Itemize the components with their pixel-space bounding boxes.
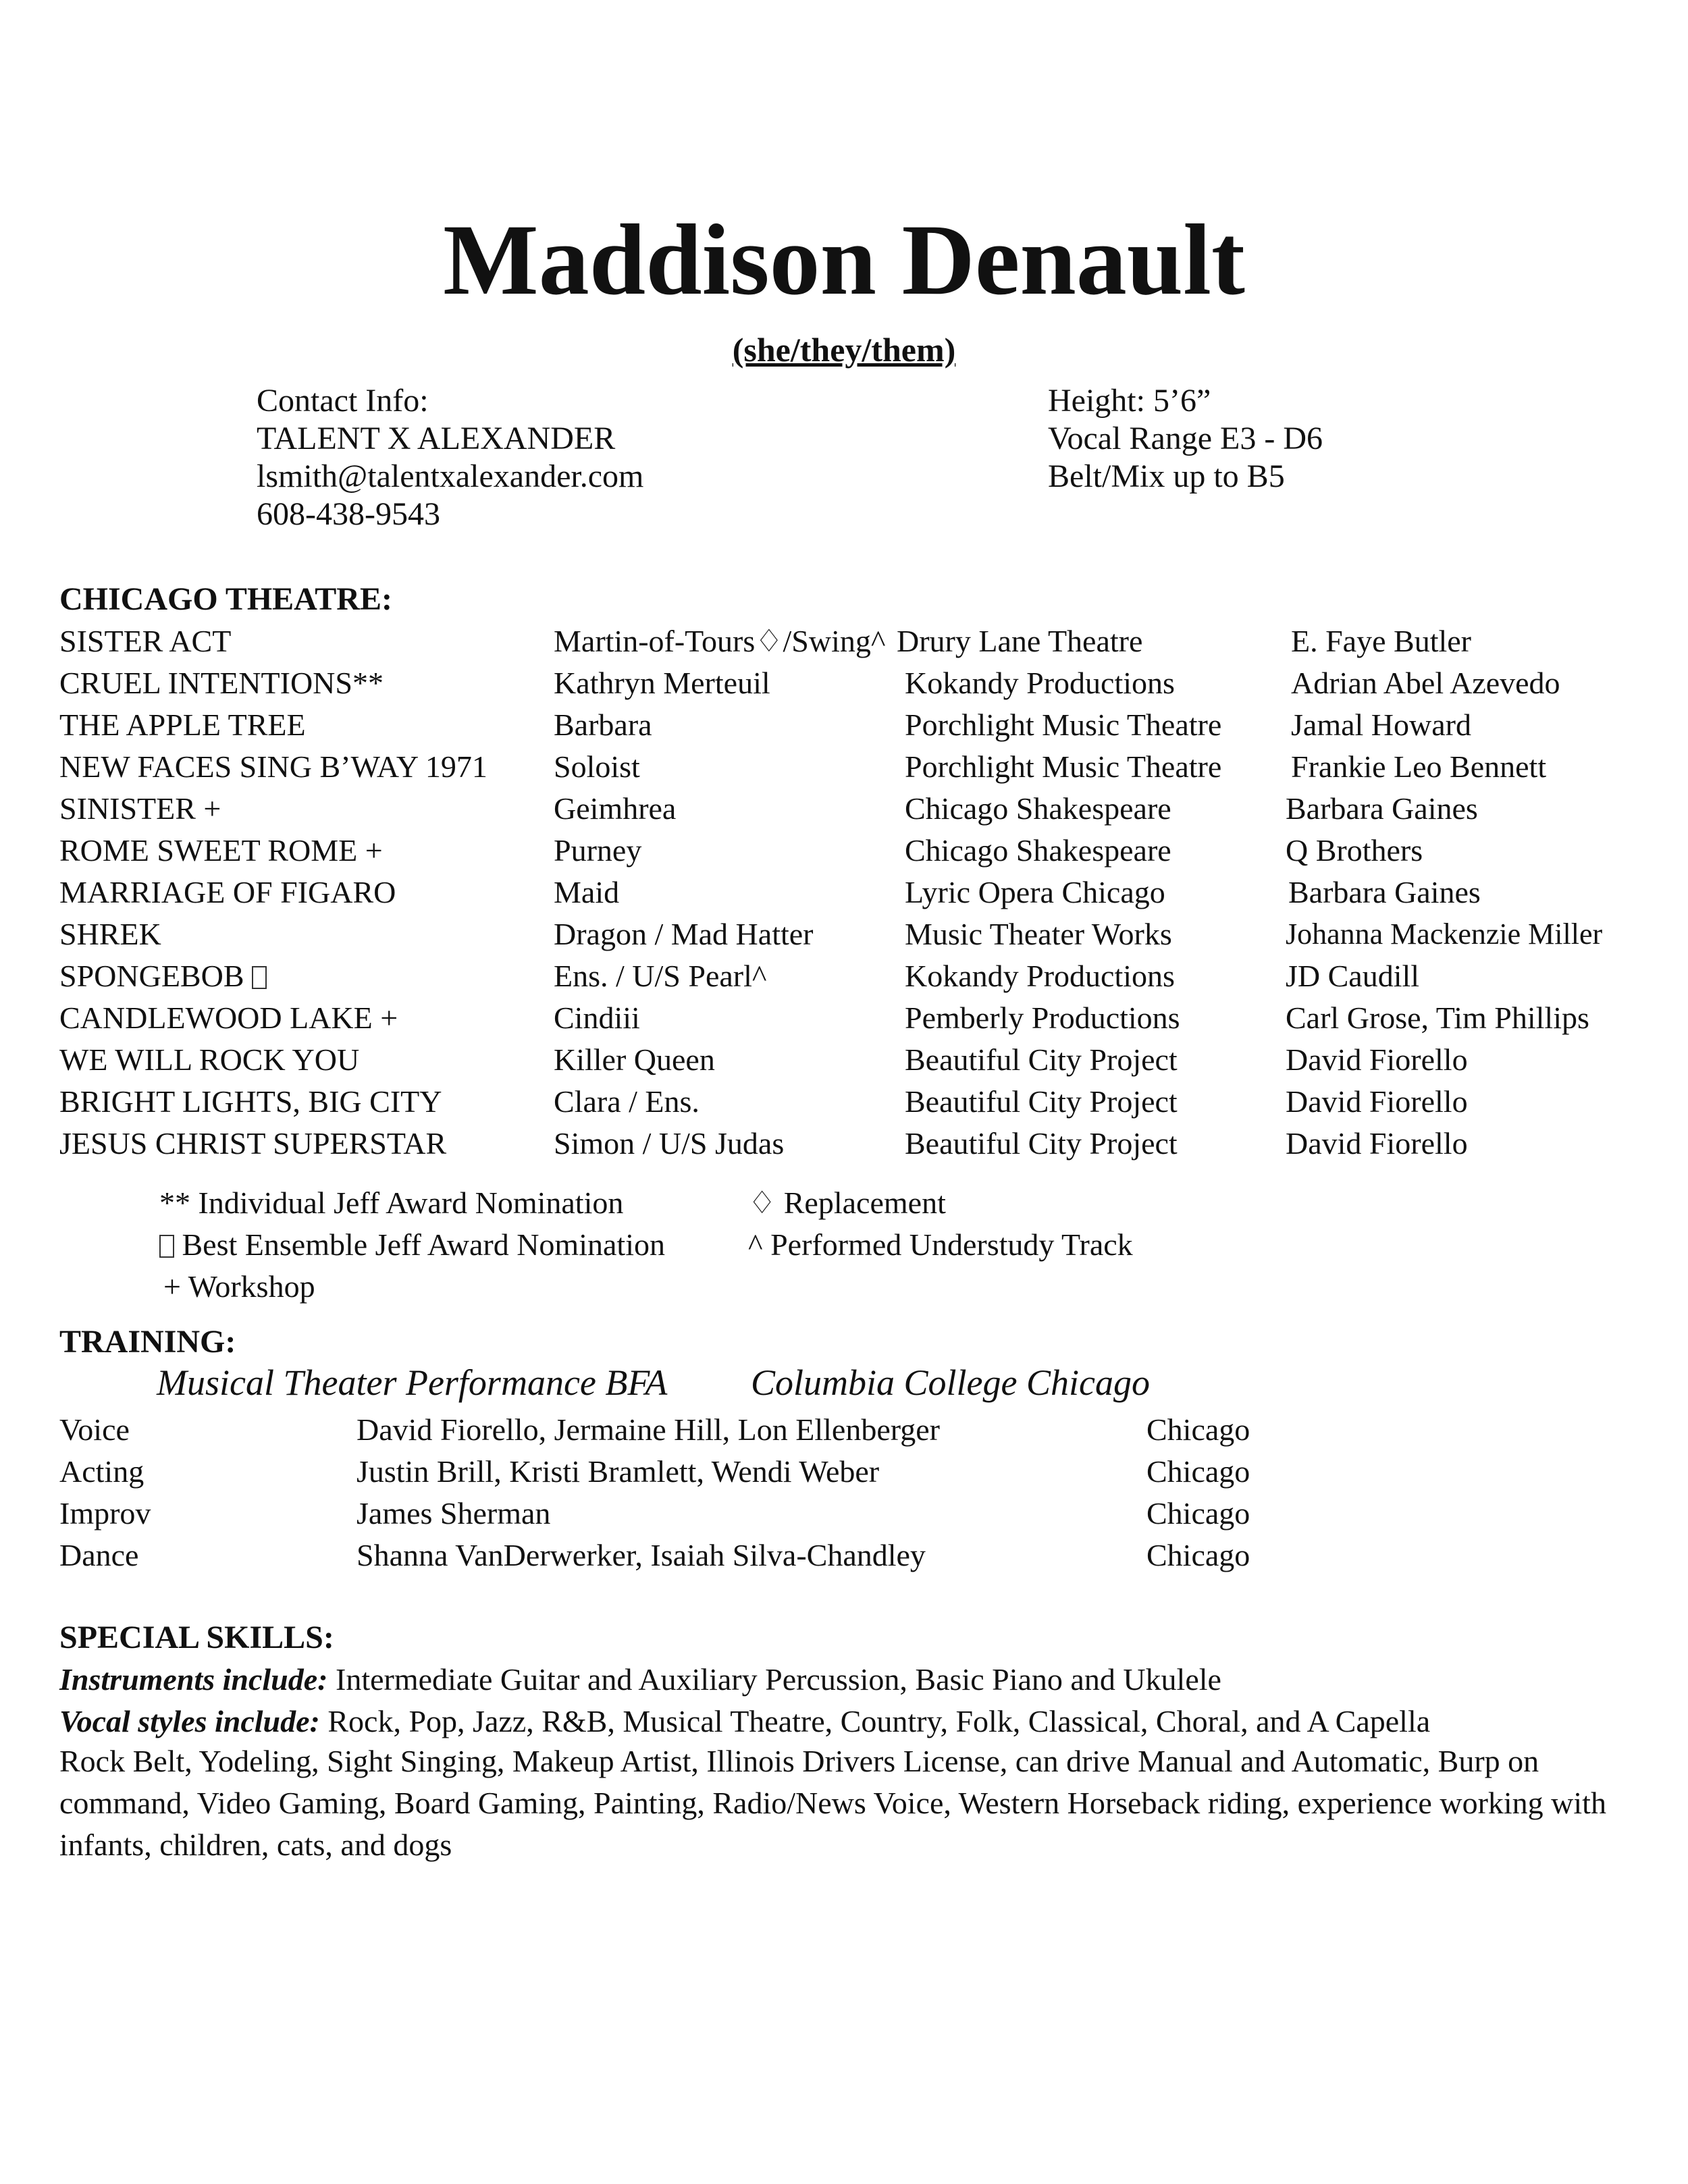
training-heading: TRAINING: <box>59 1324 236 1360</box>
credit-director: JD Caudill <box>1286 959 1420 993</box>
credit-role: Soloist <box>554 749 640 784</box>
credit-role: Simon / U/S Judas <box>554 1126 785 1161</box>
training-category: Voice <box>59 1412 130 1447</box>
credit-venue: Beautiful City Project <box>905 1126 1178 1161</box>
training-location: Chicago <box>1146 1412 1250 1447</box>
credit-role: Martin-of-Tours♢/Swing^ <box>554 624 886 658</box>
credit-director: Barbara Gaines <box>1288 875 1481 909</box>
credit-venue: Beautiful City Project <box>905 1042 1178 1077</box>
credit-director: David Fiorello <box>1286 1042 1468 1077</box>
belt-stat: Belt/Mix up to B5 <box>1048 458 1285 494</box>
vocal-styles-label: Vocal styles include: <box>59 1704 320 1738</box>
other-skills: Rock Belt, Yodeling, Sight Singing, Makeup Artist, Illinois Drivers License, can drive Manual and Automatic, Burp on command, Video Gaming, Board Gaming, Painting, Radio/News Voice, Western Horseback riding, experience working with infants, children, cats, and dogs <box>59 1744 1606 1862</box>
vocal-styles-line <box>59 1703 1430 1740</box>
credit-director: Adrian Abel Azevedo <box>1291 666 1560 700</box>
training-category: Acting <box>59 1454 144 1489</box>
credit-show: MARRIAGE OF FIGARO <box>59 875 396 909</box>
training-category: Dance <box>59 1538 139 1572</box>
training-teachers: Justin Brill, Kristi Bramlett, Wendi Weber <box>357 1454 880 1489</box>
school: Columbia College Chicago <box>751 1362 1150 1403</box>
performer-name: Maddison Denault <box>443 204 1245 316</box>
legend-replacement: ♢ Replacement <box>748 1186 946 1220</box>
training-location: Chicago <box>1146 1538 1250 1572</box>
contact-phone: 608-438-9543 <box>257 496 440 532</box>
credit-venue: Kokandy Productions <box>905 959 1175 993</box>
credit-director: Jamal Howard <box>1291 708 1471 742</box>
credit-show: SISTER ACT <box>59 624 232 658</box>
training-teachers: Shanna VanDerwerker, Isaiah Silva-Chandley <box>357 1538 926 1572</box>
credit-venue: Kokandy Productions <box>905 666 1175 700</box>
agency-name: TALENT X ALEXANDER <box>257 421 616 456</box>
credit-role: Kathryn Merteuil <box>554 666 770 700</box>
credit-director: Q Brothers <box>1286 833 1423 868</box>
credit-director: E. Faye Butler <box>1291 624 1471 658</box>
height-stat: Height: 5’6” <box>1048 383 1211 419</box>
credit-role: Ens. / U/S Pearl^ <box>554 959 767 993</box>
credit-show: NEW FACES SING B’WAY 1971 <box>59 749 487 784</box>
vocal-styles-text: Rock, Pop, Jazz, R&B, Musical Theatre, Country, Folk, Classical, Choral, and A Capella <box>319 1704 1431 1738</box>
vocal-range-stat: Vocal Range E3 - D6 <box>1048 421 1323 456</box>
credit-role: Killer Queen <box>554 1042 715 1077</box>
credit-show: SINISTER + <box>59 791 221 826</box>
credit-director: Frankie Leo Bennett <box>1291 749 1547 784</box>
chicago-theatre-heading: CHICAGO THEATRE: <box>59 581 392 617</box>
credit-show: THE APPLE TREE <box>59 708 306 742</box>
training-location: Chicago <box>1146 1454 1250 1489</box>
training-teachers: David Fiorello, Jermaine Hill, Lon Ellenberger <box>357 1412 940 1447</box>
credit-venue: Pemberly Productions <box>905 1001 1180 1035</box>
credit-director: Barbara Gaines <box>1286 791 1478 826</box>
credit-role: Geimhrea <box>554 791 677 826</box>
legend-jeff-nomination: ** Individual Jeff Award Nomination <box>159 1186 624 1220</box>
credit-show: BRIGHT LIGHTS, BIG CITY <box>59 1084 442 1119</box>
credit-show-spongebob <box>59 957 267 995</box>
credit-show: ROME SWEET ROME + <box>59 833 383 868</box>
credit-director: David Fiorello <box>1286 1084 1468 1119</box>
credit-role: Barbara <box>554 708 652 742</box>
contact-label: Contact Info: <box>257 383 429 419</box>
credit-venue: Beautiful City Project <box>905 1084 1178 1119</box>
instruments-label: Instruments include: <box>59 1662 328 1697</box>
ensemble-nomination-icon <box>252 966 267 989</box>
credit-director: Johanna Mackenzie Miller <box>1286 917 1603 951</box>
credit-director: David Fiorello <box>1286 1126 1468 1161</box>
instruments-text: Intermediate Guitar and Auxiliary Percussion, Basic Piano and Ukulele <box>327 1662 1221 1697</box>
credit-show: WE WILL ROCK YOU <box>59 1042 360 1077</box>
credit-venue: Porchlight Music Theatre <box>905 749 1222 784</box>
degree: Musical Theater Performance BFA <box>157 1362 668 1403</box>
legend-workshop: + Workshop <box>163 1269 315 1304</box>
credit-show: JESUS CHRIST SUPERSTAR <box>59 1126 447 1161</box>
training-location: Chicago <box>1146 1496 1250 1530</box>
credit-role: Cindiii <box>554 1001 640 1035</box>
special-skills-heading: SPECIAL SKILLS: <box>59 1620 334 1655</box>
credit-venue: Chicago Shakespeare <box>905 791 1171 826</box>
credit-venue: Chicago Shakespeare <box>905 833 1171 868</box>
credit-show: CANDLEWOOD LAKE + <box>59 1001 398 1035</box>
credit-show: CRUEL INTENTIONS** <box>59 666 384 700</box>
credit-role: Dragon / Mad Hatter <box>554 917 814 951</box>
credit-role: Maid <box>554 875 620 909</box>
credit-venue: Lyric Opera Chicago <box>905 875 1165 909</box>
credit-venue: Porchlight Music Theatre <box>905 708 1222 742</box>
training-category: Improv <box>59 1496 151 1530</box>
credit-role: Purney <box>554 833 642 868</box>
credit-show: SHREK <box>59 917 161 951</box>
credit-show-text: SPONGEBOB <box>59 959 244 993</box>
pronouns: (she/they/them) <box>732 331 956 369</box>
contact-email[interactable]: lsmith@talentxalexander.com <box>257 458 644 494</box>
credit-venue: Drury Lane Theatre <box>897 624 1143 658</box>
legend-understudy: ^ Performed Understudy Track <box>748 1227 1133 1262</box>
credit-role: Clara / Ens. <box>554 1084 700 1119</box>
training-teachers: James Sherman <box>357 1496 551 1530</box>
credit-director: Carl Grose, Tim Phillips <box>1286 1001 1589 1035</box>
legend-ensemble-nomination <box>159 1226 665 1264</box>
ensemble-nomination-icon <box>159 1235 174 1258</box>
credit-venue: Music Theater Works <box>905 917 1172 951</box>
legend-ensemble-text: Best Ensemble Jeff Award Nomination <box>182 1227 665 1262</box>
instruments-line <box>59 1661 1221 1699</box>
